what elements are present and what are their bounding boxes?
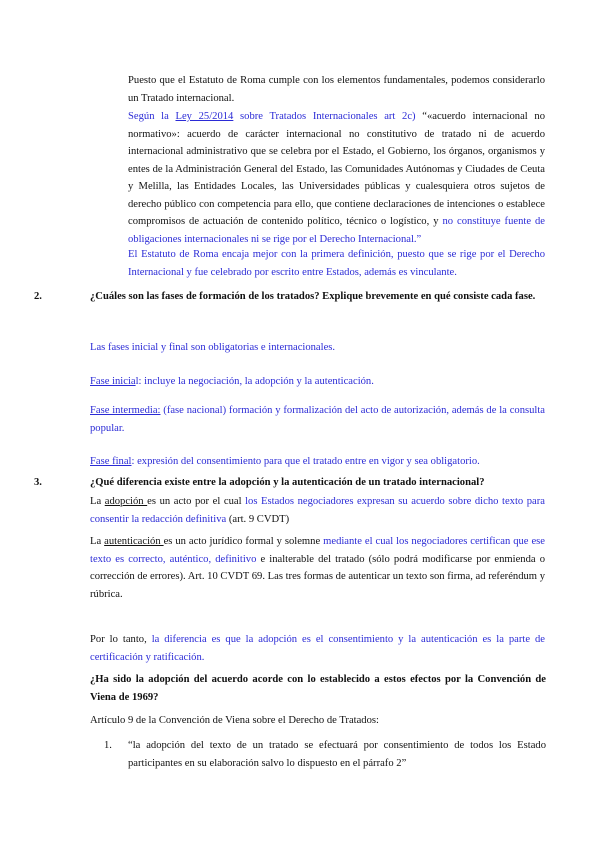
- initial-phase-term: Fase inicia: [90, 376, 136, 387]
- authentication-definition: mediante el cual los negociadores certifican que ese texto es correcto, auténtico, definitivo: [90, 536, 545, 565]
- question-3: [34, 474, 546, 492]
- question-3-number: 3.: [34, 477, 42, 488]
- answer-3-difference: Por lo tanto, la diferencia es que la adopción es el consentimiento y la autenticación es la parte de certificación y ratificación.: [90, 634, 545, 663]
- adoption-definition: los Estados negociadores expresan su acuerdo sobre dicho texto para consentir la redacción definitiva: [90, 496, 545, 525]
- paragraph-conclusion: El Estatuto de Roma encaja mejor con la primera definición, puesto que se rige por el Derecho Internacional y fue celebrado por escrito entre Estados, además es vinculante.: [128, 249, 545, 278]
- paragraph-law-definition: [128, 108, 545, 248]
- intermediate-phase-desc: (fase nacional) formación y formalización del acto de autorización, además de la consulta popular.: [90, 405, 545, 434]
- law-article: sobre Tratados Internacionales art 2c): [233, 111, 423, 122]
- answer-2-intermediate: [90, 402, 545, 437]
- intermediate-phase-term: Fase intermedia:: [90, 405, 161, 416]
- adoption-term: adopción: [104, 496, 148, 507]
- initial-phase-desc: l: incluye la negociación, la adopción y la autenticación.: [135, 376, 374, 387]
- difference-statement: la diferencia es que la adopción es el consentimiento y la autenticación es la parte de certificación y ratificación.: [90, 634, 545, 663]
- vienna-article-list: [104, 737, 546, 772]
- paragraph-statute: Puesto que el Estatuto de Roma cumple con los elementos fundamentales, podemos considerarlo un Tratado internacional.: [128, 75, 545, 104]
- law-lead: Según la: [128, 111, 176, 122]
- question-2-number: 2.: [34, 291, 42, 302]
- answer-2-initial: [90, 373, 545, 391]
- law-quote-body: “«acuerdo internacional no normativo»: acuerdo de carácter internacional no constitutivo de tratado ni de acuerdo internacional administrativo que se celebra por el Estado, el Gobierno, los órganos, organismos y entes de la Administración General del Estado, las Comunidades Autónomas y Ciudades de Ceuta y Melilla, las Entidades Locales, las Universidades públicas y cualesquiera otros sujetos de derecho público con competencia para ello, que contiene declaraciones de intenciones o establece compromisos de actuación de contenido político, técnico o logístico, y: [128, 111, 546, 227]
- question-2-text: ¿Cuáles son las fases de formación de los tratados? Explique brevemente en qué consiste cada fase.: [90, 291, 536, 302]
- question-2: [34, 288, 546, 306]
- answer-3-adoption: La adopción es un acto por el cual los Estados negociadores expresan su acuerdo sobre dicho texto para consentir la redacción definitiva (art. 9 CVDT): [90, 496, 545, 525]
- question-4: ¿Ha sido la adopción del acuerdo acorde con lo establecido a estos efectos por la Convención de Viena de 1969?: [90, 674, 546, 703]
- law-quote-tail: no constituye fuente de obligaciones internacionales ni se rige por el Derecho Internacional.”: [128, 216, 545, 245]
- authentication-term: autenticación: [104, 536, 164, 547]
- list-item: 1. “la adopción del texto de un tratado se efectuará por consentimiento de todos los Estado participantes en su elaboración salvo lo dispuesto en el párrafo 2”: [104, 740, 546, 769]
- answer-3-authentication: La autenticación es un acto jurídico formal y solemne mediante el cual los negociadores certifican que ese texto es correcto, auténtico, definitivo e inalterable del tratado (sólo podrá modificarse por enmienda o corrección de errores). Art. 10 CVDT 69. Las tres formas de autenticar un texto son firma, ad referéndum y rúbrica.: [90, 536, 545, 600]
- final-phase-desc: : expresión del consentimiento para que el tratado entre en vigor y sea obligatorio.: [131, 456, 480, 467]
- final-phase-term: Fase final: [90, 456, 132, 467]
- question-3-text: ¿Qué diferencia existe entre la adopción y la autenticación de un tratado internacional?: [90, 477, 485, 488]
- answer-4-intro: Artículo 9 de la Convención de Viena sobre el Derecho de Tratados:: [90, 715, 379, 726]
- answer-2-final: [90, 453, 545, 471]
- law-link[interactable]: Ley 25/2014: [175, 111, 234, 122]
- answer-2-phases: Las fases inicial y final son obligatorias e internacionales.: [90, 342, 336, 353]
